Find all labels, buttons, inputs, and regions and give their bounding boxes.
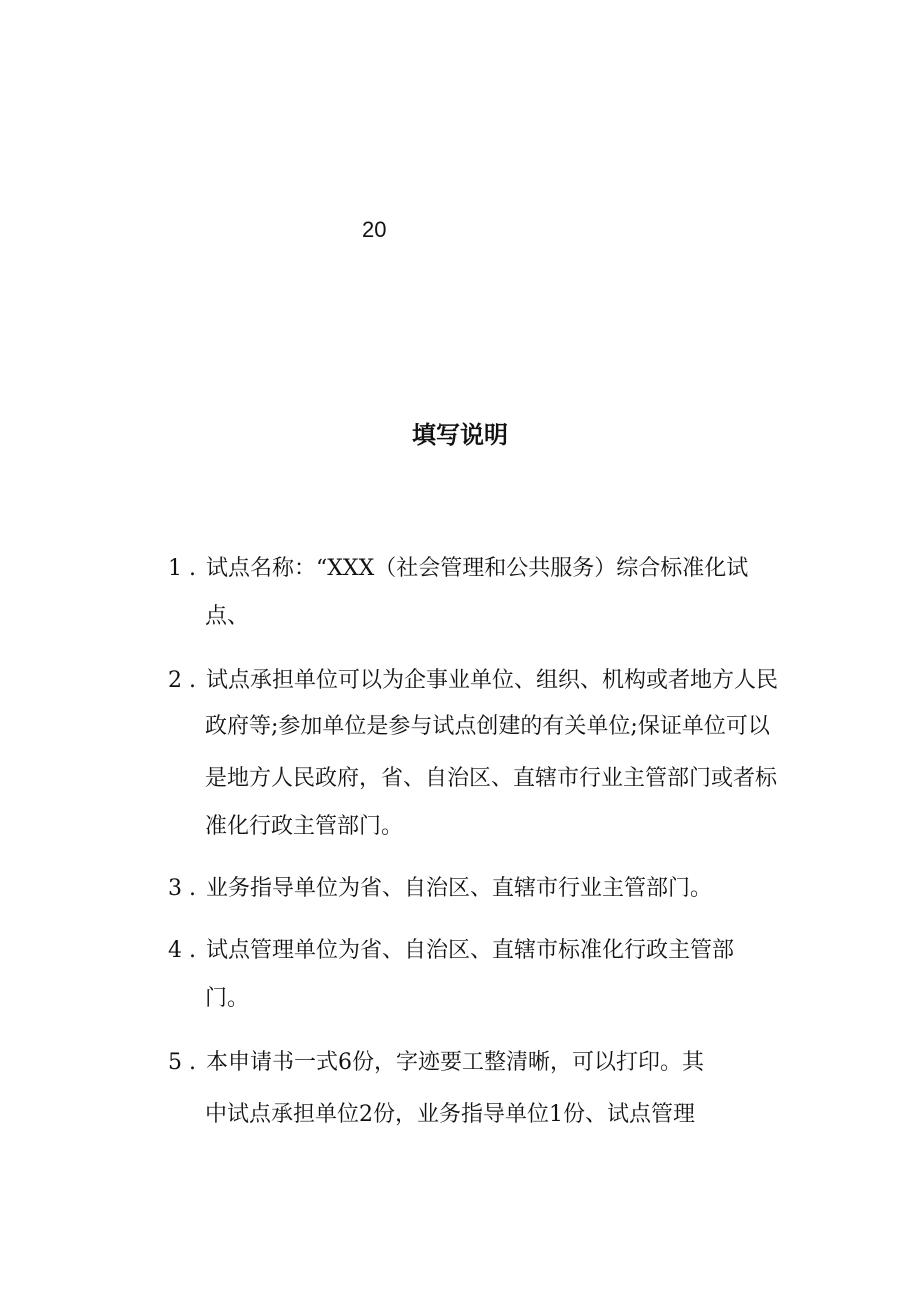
item-text: 中试点承担单位2份，业务指导单位1份、试点管理: [205, 1102, 695, 1127]
page-title: 填写说明: [412, 421, 508, 449]
item-text: 是地方人民政府，省、自治区、直辖市行业主管部门或者标: [205, 766, 778, 791]
item-2-first-line: [168, 666, 778, 696]
item-5-first-line: [168, 1048, 704, 1078]
item-1-first-line: [168, 554, 748, 584]
item-number: 5 .: [168, 1050, 196, 1075]
year-label: 20: [362, 217, 387, 242]
item-number: 2 .: [168, 668, 196, 693]
item-text: 业务指导单位为省、自治区、直辖市行业主管部门。: [206, 876, 713, 901]
item-3-first-line: [168, 874, 712, 904]
item-text: 试点承担单位可以为企事业单位、组织、机构或者地方人民: [206, 668, 779, 693]
item-number: 1 .: [168, 556, 196, 581]
item-4-first-line: [168, 936, 734, 966]
item-number: 3 .: [168, 876, 196, 901]
item-text: 门。: [205, 986, 250, 1011]
item-text: 试点管理单位为省、自治区、直辖市标准化行政主管部: [206, 938, 735, 963]
item-text: 点、: [205, 604, 250, 629]
item-number: 4 .: [168, 938, 196, 963]
item-text: 本申请书一式6份，字迹要工整清晰，可以打印。其: [206, 1050, 704, 1075]
item-text: 准化行政主管部门。: [205, 814, 404, 839]
item-text: 试点名称：“XXX（社会管理和公共服务）综合标准化试: [206, 556, 749, 581]
item-text: 政府等;参加单位是参与试点创建的有关单位;保证单位可以: [205, 714, 770, 739]
